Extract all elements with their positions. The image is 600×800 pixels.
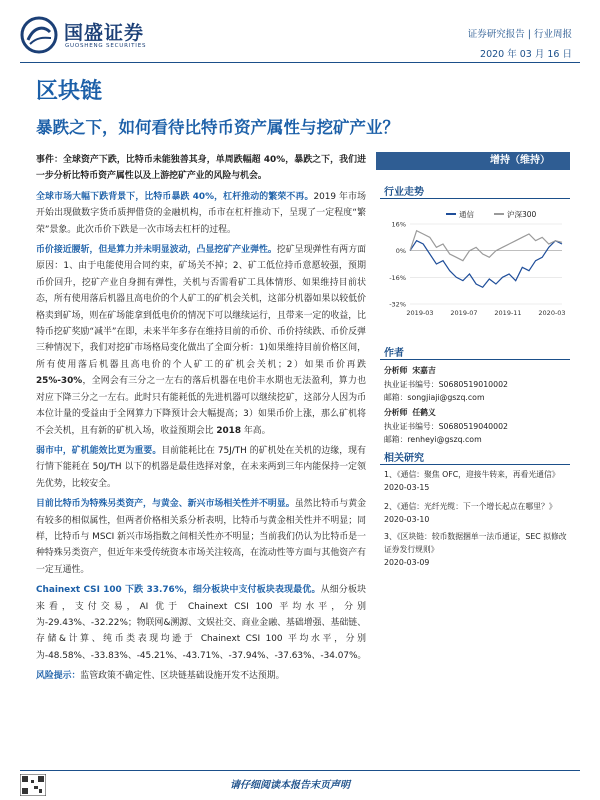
paragraph-1-text: 2019 年市场开始出现做数字货币质押借贷的金融机构，币市在杠杆推动下，呈现了一定程度“繁荣”景象。此次币价下跌是一次市场去杠杆的过程。 — [36, 191, 366, 235]
related-item-3-title: 3、《区块链：较币数据捆单一法币通证，SEC 拟修改证券发行规则》 — [384, 532, 567, 554]
analyst-2-name-line — [384, 406, 436, 419]
related-item-2[interactable] — [384, 500, 568, 526]
analyst-2-cert-line — [384, 420, 508, 433]
chart-series — [410, 231, 562, 288]
x-tick-label: 2019-11 — [494, 309, 522, 317]
report-date: 2020 年 03 月 16 日 — [480, 49, 572, 60]
analyst-2-cert-label: 执业证书编号： — [384, 422, 439, 431]
page-title: 暴跌之下，如何看待比特币资产属性与挖矿产业？ — [36, 118, 399, 137]
paragraph-4-heading: 目前比特币为特殊另类资产，与黄金、新兴市场相关性并不明显。 — [36, 499, 295, 510]
paragraph-4 — [36, 496, 366, 578]
legend-label-hs300: 沪深300 — [507, 210, 537, 219]
y-tick-label: -32% — [389, 300, 406, 309]
company-logo — [20, 16, 190, 56]
paragraph-1-heading: 全球市场大幅下跌背景下，比特币暴跌 40%，杠杆推动的繁荣不再。 — [36, 191, 314, 202]
analyst-1-email-label: 邮箱： — [384, 393, 408, 402]
analyst-1-email-line — [384, 391, 485, 404]
chart-legend — [446, 209, 537, 219]
paragraph-4-text: 虽然比特币与黄金有较多的相似属性，但两者价格相关系分析表明，比特币与黄金相关性并不明显；同样，比特币与 MSCI 新兴市场指数之间相关性亦不明显；当前我们仍认为比特币是一种特殊另类资产，但近年来受传统资本市场关注较高，在流动性等方面与其他资产有一定互通性。 — [36, 499, 367, 575]
related-item-2-title: 2、《通信：光纤光缆：下一个增长起点在哪里？》 — [384, 502, 557, 511]
series-line-1 — [410, 231, 562, 261]
chart-grid — [410, 224, 562, 304]
related-item-3-date: 2020-03-09 — [384, 558, 430, 567]
y-tick-label: -16% — [389, 273, 406, 282]
logo-text-cn: 国盛证券 — [64, 22, 145, 44]
related-item-2-date: 2020-03-10 — [384, 515, 430, 524]
paragraph-2-bold-b: 2018 — [216, 425, 242, 436]
risk-label: 风险提示： — [36, 671, 81, 682]
paragraph-2-text-b: ，全网会有三分之一左右的落后机器在电价丰水期也无法盈利，算力也对应下降三分之一左右。此时只有能耗低的先进机器可以继续挖矿，这部分人因为币本位计量的受益由于全网算力下降预计会大幅提高；3）如果币价上涨，那么矿机将不会关机，且有新的矿机入场，收益预期会比 — [36, 376, 366, 436]
y-tick-label: 0% — [395, 247, 406, 256]
trend-chart — [376, 206, 572, 324]
analysts-title: 作者 — [384, 348, 404, 359]
paragraph-2-text-a: 挖矿呈现弹性有两方面原因：1、由于电能使用合同约束，矿场关不掉；2、矿工低位持币意愿较强，预期币价回升，挖矿产业自身拥有弹性，关机与否需看矿工具体情形、如果维持目前状态，所有使用落后机器且高电价的个人矿工的矿机会关机，这部分机器如果以较低价格卖到矿场，则在矿场能拿到低电价的情况下可以继续运行，且带来一定的收益，比特币挖矿奖励“减半”在即，未来半年多存在维持目前的币价、币价持续跌、币价反弹三种情况下，我们对挖矿市场格局变化做出了全面分析：1)如果维持目前价格区间，所有使用落后机器且高电价的个人矿工的矿机会关机；2）如果币价再跌 — [36, 245, 366, 370]
event-label: 事件： — [36, 155, 63, 165]
related-item-1-date: 2020-03-15 — [384, 483, 430, 492]
y-tick-label: 16% — [391, 220, 406, 229]
x-tick-label: 2019-03 — [406, 309, 434, 317]
related-divider — [380, 464, 570, 465]
paragraph-1 — [36, 189, 366, 238]
related-item-1-title: 1、《通信：聚焦 OFC，迎接牛转来，再看光通信》 — [384, 470, 560, 479]
paragraph-3-heading: 弱市中，矿机能效比更为重要。 — [36, 445, 162, 456]
related-title: 相关研究 — [384, 453, 424, 464]
paragraph-3-text: 目前能耗比在 75J/TH 的矿机处在关机的边缘，现有行情下能耗在 50J/TH 以下的机器是最佳选择对象，在未来两到三年内能保持一定领先优势，比较安全。 — [36, 445, 367, 489]
series-line-0 — [410, 241, 562, 288]
analyst-1-name-line — [384, 364, 436, 377]
logo-text-en: GUOSHENG SECURITIES — [65, 43, 147, 49]
paragraph-2 — [36, 242, 366, 439]
paragraph-2-bold-a: 25%-30% — [36, 376, 83, 387]
related-item-1[interactable] — [384, 468, 568, 494]
trend-divider — [380, 198, 570, 199]
report-body — [36, 152, 366, 689]
footer-disclaimer: 请仔细阅读本报告末页声明 — [230, 780, 350, 791]
risk-text: 监管政策不确定性、区块链基础设施开发不达预期。 — [80, 671, 285, 682]
header-divider — [20, 62, 580, 63]
report-type: 证券研究报告 | 行业周报 — [467, 29, 572, 40]
analyst-1-email[interactable]: songjiaji@gszq.com — [407, 393, 485, 402]
x-tick-label: 2019-07 — [450, 309, 478, 317]
analysts-divider — [380, 359, 570, 360]
industry-title: 区块链 — [36, 79, 103, 104]
related-item-3[interactable] — [384, 530, 568, 569]
analyst-1-cert-label: 执业证书编号： — [384, 380, 439, 389]
x-tick-label: 2020-03 — [538, 309, 566, 317]
analyst-1-cert-line — [384, 378, 508, 391]
paragraph-5-heading: Chainext CSI 100 下跌 33.76%，细分板块中支付板块表现最优。 — [36, 585, 321, 596]
analyst-1-role: 分析师 — [384, 366, 408, 375]
risk-paragraph — [36, 668, 366, 684]
analyst-2-email-line — [384, 433, 482, 446]
paragraph-3 — [36, 443, 366, 492]
analyst-2-name: 任鹤义 — [412, 408, 436, 417]
analyst-2-email[interactable]: renheyi@gszq.com — [407, 435, 482, 444]
trend-title: 行业走势 — [384, 187, 424, 198]
analyst-1-cert: S0680519010002 — [438, 380, 509, 389]
event-text: 全球资产下跌，比特币未能独善其身，单周跌幅超 40%，暴跌之下，我们进一步分析比特币资产属性以及上游挖矿产业的风险与机会。 — [36, 155, 366, 182]
event-paragraph — [36, 152, 366, 185]
logo-mark-icon — [20, 16, 58, 54]
paragraph-2-text-c: 年高。 — [241, 425, 271, 436]
analyst-2-email-label: 邮箱： — [384, 435, 408, 444]
paragraph-5 — [36, 582, 366, 664]
legend-label-telecom: 通信 — [459, 210, 474, 219]
paragraph-5-text: 从细分板块来看，支付交易，AI 优于 Chainext CSI 100 平均水平，分别为-29.43%、-32.22%；物联网&溯源、文娱社交、商业金融、基础增强、基础链、存储&计算、纯币类表现均逊于 Chainext CSI 100 平均水平，分别为-48.58%、-33.83%、-45.21%、-43.71%、-37.94%、-37.63%、-34.07%。 — [36, 585, 367, 661]
analyst-1-name: 宋嘉吉 — [412, 366, 436, 375]
qr-code-icon — [20, 774, 46, 796]
paragraph-2-heading: 币价接近腰斩，但是算力并未明显波动，凸显挖矿产业弹性。 — [36, 245, 277, 256]
rating-badge: 增持（维持） — [376, 152, 570, 170]
analyst-2-cert: S0680519040002 — [438, 422, 509, 431]
analyst-2-role: 分析师 — [384, 408, 408, 417]
footer-divider — [20, 770, 580, 771]
